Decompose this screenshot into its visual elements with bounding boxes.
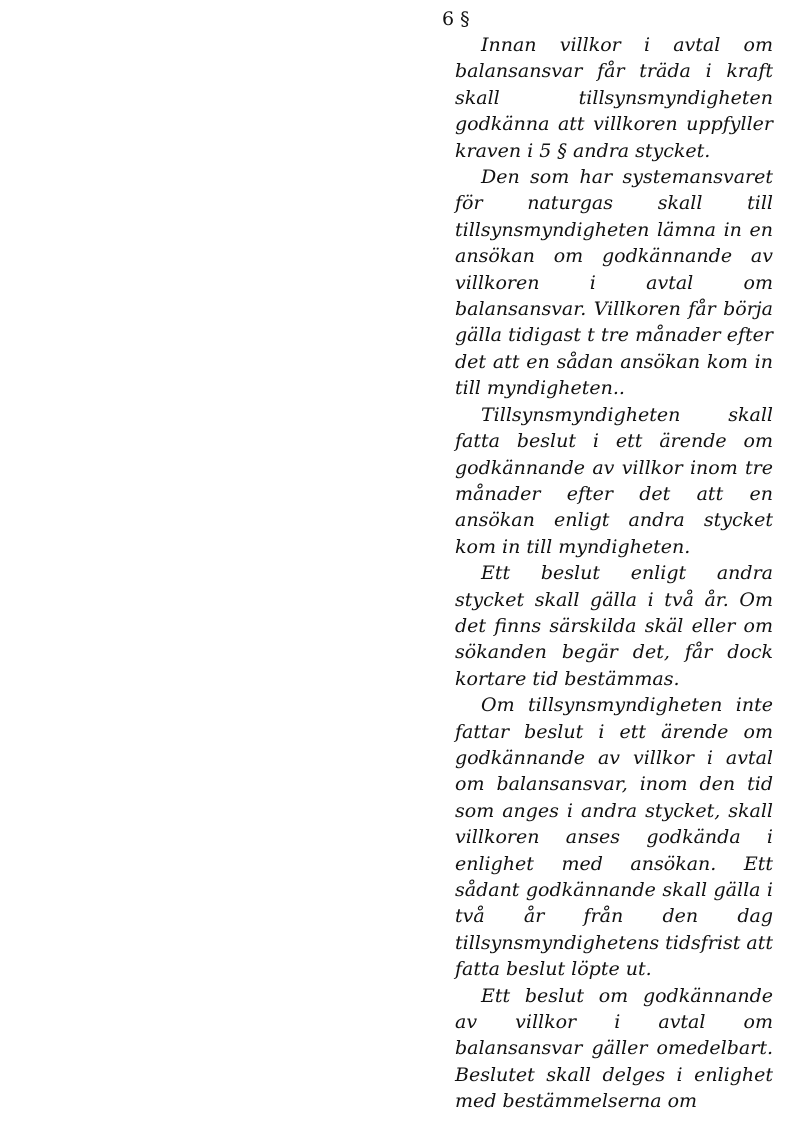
paragraph-6: Ett beslut om godkännande av villkor i avtal om balansansvar gäller omedelbart. Beslutet skall delges i enlighet med bestämmelserna om (455, 984, 773, 1113)
paragraph-5: Om tillsynsmyndigheten inte fattar beslut i ett ärende om godkännande av villkor i avtal om balansansvar, inom den tid som anges i andra stycket, skall villkoren anses godkända i enlighet med ansökan. Ett sådant godkännande skall gälla i två år från den dag tillsynsmyndighetens tidsfrist att fatta beslut löpte ut. (455, 694, 773, 981)
paragraph-3: Tillsynsmyndigheten skall fatta beslut i ett ärende om godkännande av villkor inom tre månader efter det att en ansökan enligt andra stycket kom in till myndigheten. (455, 403, 773, 558)
section-number: 6 § (442, 8, 470, 30)
text-column (442, 6, 773, 1115)
paragraph-1: Innan villkor i avtal om balansansvar får träda i kraft skall tillsynsmyndigheten godkänna att villkoren uppfyller kraven i 5 § andra stycket. (455, 34, 773, 162)
paragraph-4: Ett beslut enligt andra stycket skall gälla i två år. Om det finns särskilda skäl eller om sökanden begär det, får dock kortare tid bestämmas. (455, 562, 773, 690)
paragraph-2: Den som har systemansvaret för naturgas skall till tillsynsmyndigheten lämna in en ansökan om godkännande av villkoren i avtal om balansansvar. Villkoren får börja gälla tidigast t tre månader efter det att en sådan ansökan kom in till myndigheten.. (455, 166, 773, 400)
